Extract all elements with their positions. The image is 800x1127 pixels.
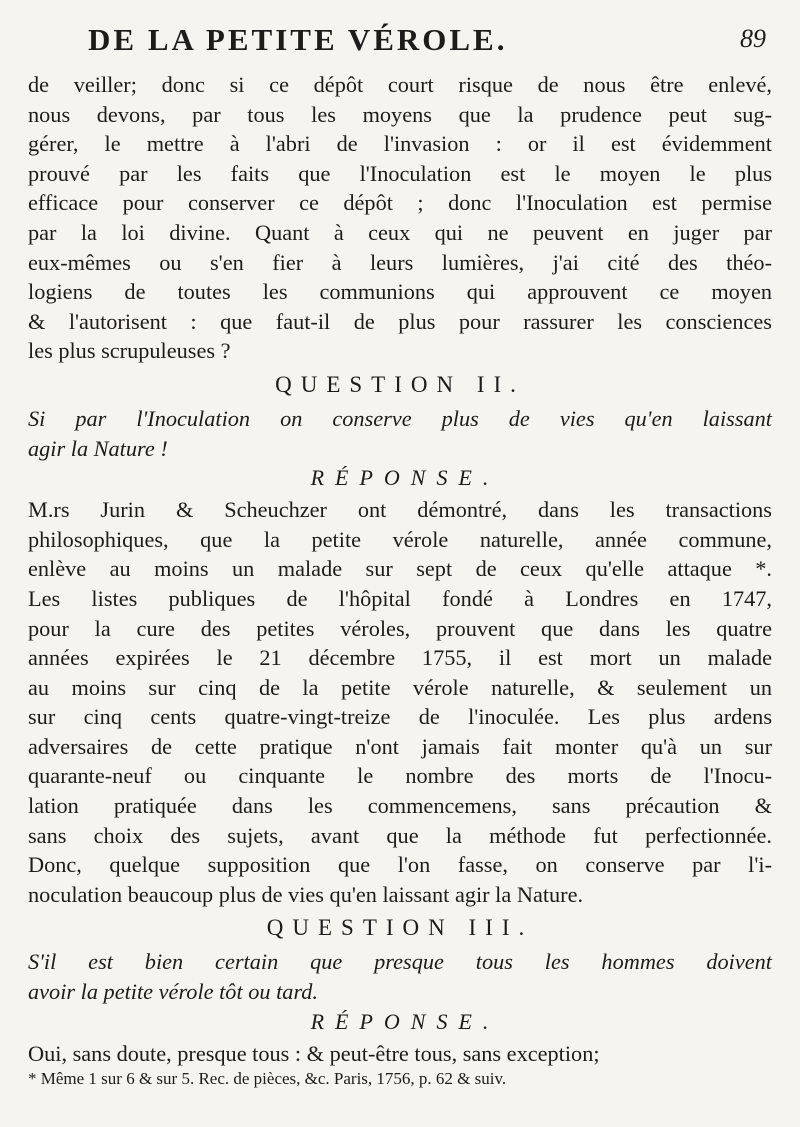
text-line: Oui, sans doute, presque tous : & peut-être tous, sans exception; [28, 1040, 600, 1066]
text-line: au moins sur cinq de la petite vérole naturelle, & seulement un [28, 674, 772, 700]
text-line: Les listes publiques de l'hôpital fondé à Londres en 1747, [28, 585, 772, 611]
question-line: Si par l'Inoculation on conserve plus de vies qu'en laissant [28, 405, 772, 431]
text-line: les plus scrupuleuses ? [28, 338, 231, 364]
footnote: * Même 1 sur 6 & sur 5. Rec. de pièces, &c. Paris, 1756, p. 62 & suiv. [28, 1069, 507, 1089]
text-line: prouvé par les faits que l'Inoculation est le moyen le plus [28, 160, 772, 186]
text-line: années expirées le 21 décembre 1755, il est mort un malade [28, 645, 772, 671]
question-line: avoir la petite vérole tôt ou tard. [28, 979, 319, 1005]
question-2-heading: QUESTION II. [275, 371, 525, 397]
text-line: pour la cure des petites véroles, prouvent que dans les quatre [28, 615, 772, 641]
reponse-3-heading: RÉPONSE. [310, 1008, 500, 1034]
question-3-heading: QUESTION III. [266, 915, 534, 941]
text-line: logiens de toutes les communions qui approuvent ce moyen [28, 279, 772, 305]
text-line: Donc, quelque supposition que l'on fasse, on conserve par l'i- [28, 852, 772, 878]
question-3-text [28, 947, 772, 1006]
paragraph-1 [28, 70, 772, 366]
text-line: eux-mêmes ou s'en fier à leurs lumières, j'ai cité des théo- [28, 249, 772, 275]
text-line: efficace pour conserver ce dépôt ; donc l'Inoculation est permise [28, 190, 772, 216]
text-line: nous devons, par tous les moyens que la prudence peut sug- [28, 101, 772, 127]
text-line: sur cinq cents quatre-vingt-treize de l'inoculée. Les plus ardens [28, 704, 772, 730]
text-line: & l'autorisent : que faut-il de plus pour rassurer les consciences [28, 308, 772, 334]
text-line: adversaires de cette pratique n'ont jamais fait monter qu'à un sur [28, 733, 772, 759]
question-line: agir la Nature ! [28, 435, 168, 461]
running-head [28, 22, 772, 70]
text-line: de veiller; donc si ce dépôt court risque de nous être enlevé, [28, 72, 772, 97]
text-line: enlève au moins un malade sur sept de ceux qu'elle attaque *. [28, 556, 772, 582]
page-number: 89 [740, 24, 766, 53]
text-line: gérer, le mettre à l'abri de l'invasion : or il est évidemment [28, 131, 772, 157]
text-line: quarante-neuf ou cinquante le nombre des morts de l'Inocu- [28, 763, 772, 789]
reponse-2-heading: RÉPONSE. [310, 465, 500, 491]
question-line: S'il est bien certain que presque tous les hommes doivent [28, 949, 772, 975]
text-line: M.rs Jurin & Scheuchzer ont démontré, dans les transactions [28, 497, 772, 523]
text-line: philosophiques, que la petite vérole naturelle, année commune, [28, 526, 772, 552]
text-line: par la loi divine. Quant à ceux qui ne peuvent en juger par [28, 219, 772, 245]
text-line: sans choix des sujets, avant que la méthode fut perfectionnée. [28, 822, 772, 848]
question-2-text [28, 404, 772, 463]
running-title: DE LA PETITE VÉROLE. [88, 22, 508, 57]
paragraph-2 [28, 495, 772, 909]
text-line: noculation beaucoup plus de vies qu'en laissant agir la Nature. [28, 881, 584, 907]
paragraph-3 [28, 1039, 772, 1069]
text-line: lation pratiquée dans les commencemens, sans précaution & [28, 793, 772, 819]
book-page [28, 22, 772, 1090]
